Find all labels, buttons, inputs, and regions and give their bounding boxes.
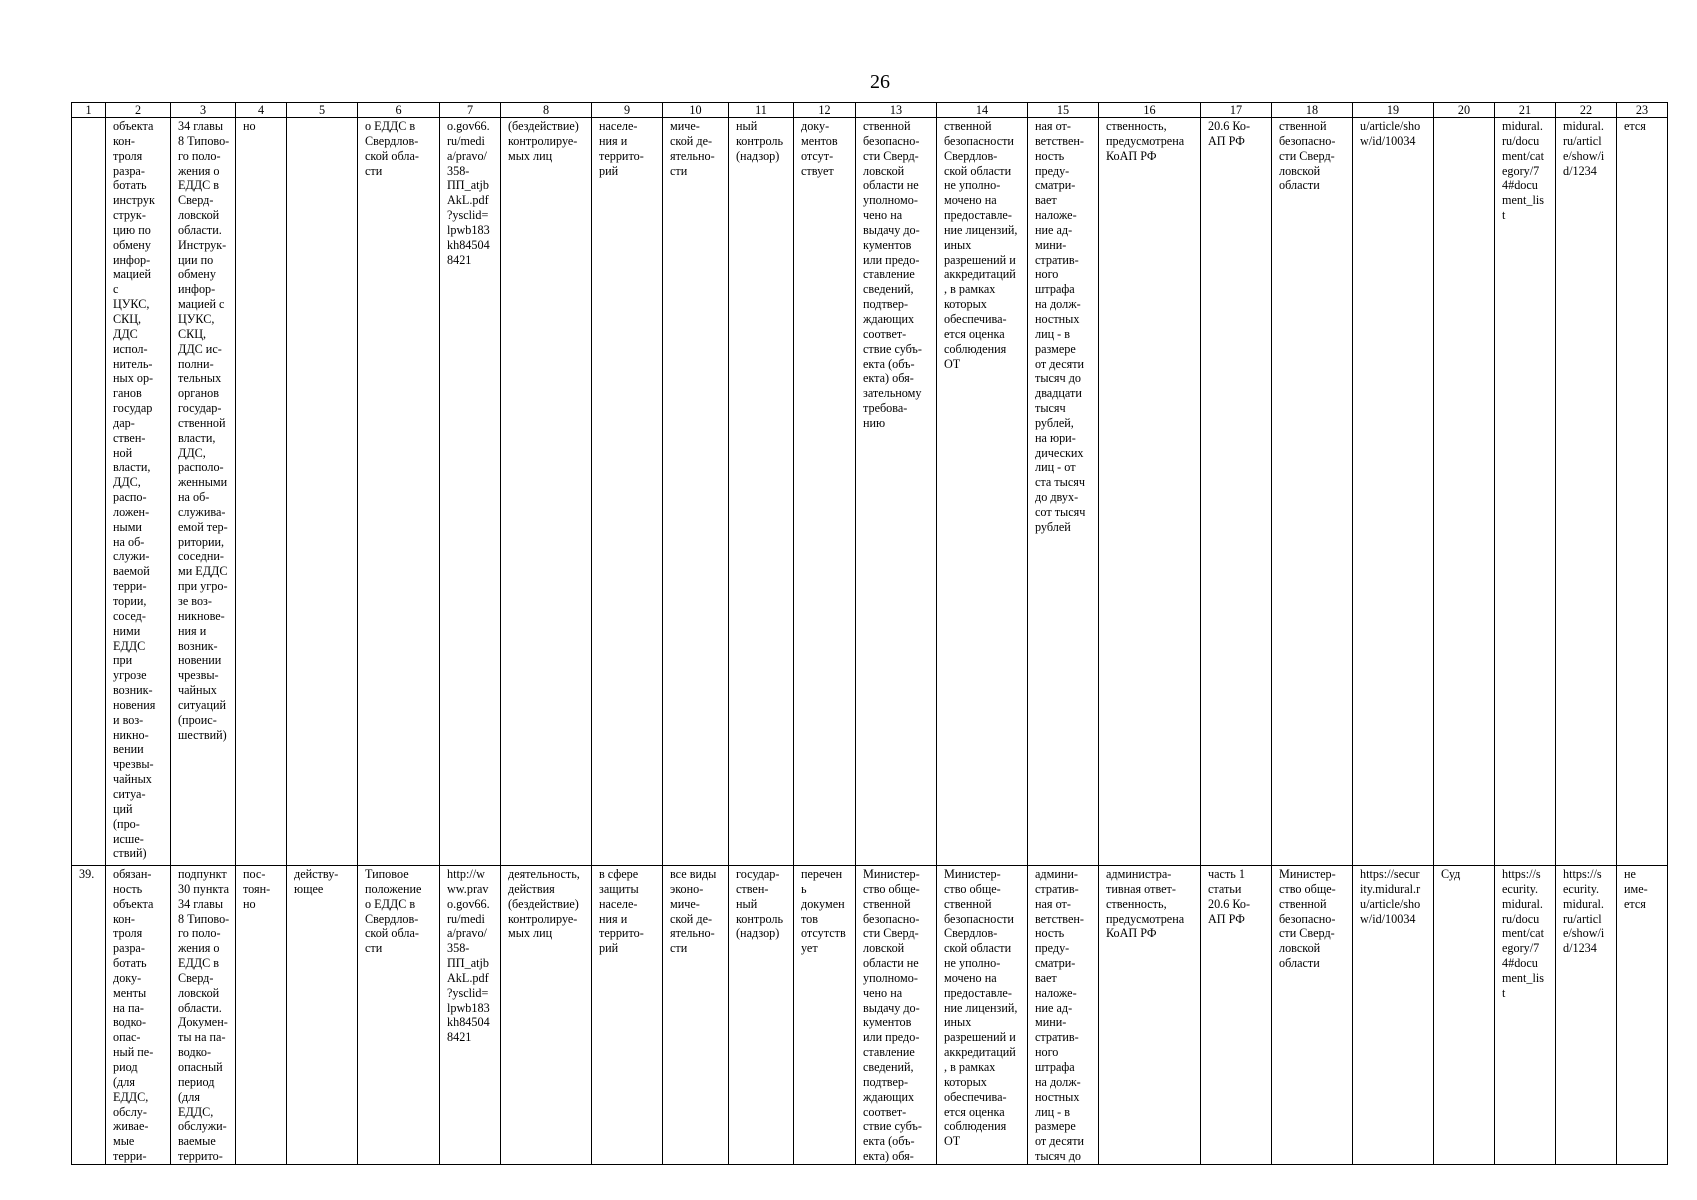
- cell-text: объекта кон- троля разра- ботать инструк струк- цию по обмену инфор- мацией с ЦУКС, СКЦ, ДДС испол- нитель- ных ор- ганов государ дар- ствен- ной власти, ДДС, распо- ложен- ными на об- служи- ваемой терри- тории, сосед- ними ЕДДС при угрозе возник- новения и воз- никно- вении чрезвы- чайных ситуа- ций (про- исше- ствий): [113, 119, 156, 861]
- column-number: 13: [856, 103, 937, 118]
- cell-text: 20.6 Ко- АП РФ: [1208, 119, 1251, 148]
- cell-text: https://s ecurity. midural. ru/docu ment/cat egory/7 4#docu ment_lis t: [1502, 867, 1544, 1000]
- cell-text: midural. ru/articl e/show/i d/1234: [1563, 119, 1605, 178]
- page-number: 26: [870, 71, 890, 93]
- column-number: 17: [1201, 103, 1272, 118]
- table-cell: [1272, 118, 1353, 866]
- cell-text: ный контроль (надзор): [736, 119, 784, 163]
- table-cell: [1434, 866, 1495, 1165]
- column-number: 2: [106, 103, 171, 118]
- table-cell: [729, 866, 794, 1165]
- table-cell: [794, 866, 856, 1165]
- cell-text: https://secur ity.midural.r u/article/sho w/id/10034: [1360, 867, 1421, 926]
- table-cell: [1201, 866, 1272, 1165]
- column-number: 3: [171, 103, 236, 118]
- cell-text: ственной безопасно- сти Сверд- ловской области не уполномо- чено на выдачу до- кументов или предо- ставление сведений, подтвер- ждающих соответ- ствие субъ- екта (объ- екта) обя- зательному требова- нию: [863, 119, 922, 430]
- cell-text: миче- ской де- ятельно- сти: [670, 119, 715, 178]
- cell-text: пос- тоян- но: [243, 867, 271, 911]
- column-number: 5: [287, 103, 358, 118]
- table-cell: [171, 866, 236, 1165]
- column-number: 11: [729, 103, 794, 118]
- cell-text: админи- стратив- ная от- ветствен- ность преду- сматри- вает наложе- ние ад- мини- стратив- ного штрафа на долж- ностных лиц - в размере от десяти тысяч до: [1035, 867, 1085, 1164]
- table-cell: [592, 118, 663, 866]
- table-cell: [440, 118, 501, 866]
- table-cell: [106, 118, 171, 866]
- table-cell: [1099, 866, 1201, 1165]
- table-cell: [236, 118, 287, 866]
- table-cell: [1617, 866, 1668, 1165]
- cell-text: 34 главы 8 Типово- го поло- жения о ЕДДС в Сверд- ловской области. Инструк- ции по обмену инфор- мацией с ЦУКС, СКЦ, ДДС ис- полни- тельных органов государ- ственной власти, ДДС, располо- женными на об- служива- емой тер- ритории, соседни- ми ЕДДС при угро- зе воз- никнове- ния и возник- новении чрезвы- чайных ситуаций (проис- шествий): [178, 119, 230, 742]
- cell-text: ственной безопасно- сти Сверд- ловской области: [1279, 119, 1336, 193]
- cell-text: o.gov66. ru/medi a/pravo/ 358- ПП_atjb AkL.pdf ?ysclid= lpwb183 kh84504 8421: [447, 119, 490, 267]
- table-cell: [1028, 866, 1099, 1165]
- cell-text: администра- тивная ответ- ственность, предусмотрена КоАП РФ: [1106, 867, 1185, 941]
- cell-text: midural. ru/docu ment/cat egory/7 4#docu ment_lis t: [1502, 119, 1544, 223]
- column-number: 16: [1099, 103, 1201, 118]
- register-table: [71, 102, 1668, 1165]
- table-cell: [1495, 118, 1556, 866]
- cell-text: 39.: [79, 867, 95, 881]
- table-cell: [501, 866, 592, 1165]
- table-cell: [1617, 118, 1668, 866]
- cell-text: доку- ментов отсут- ствует: [801, 119, 838, 178]
- table-cell: [171, 118, 236, 866]
- cell-text: ственность, предусмотрена КоАП РФ: [1106, 119, 1185, 163]
- table-cell: [1353, 866, 1434, 1165]
- cell-text: государ- ствен- ный контроль (надзор): [736, 867, 784, 941]
- cell-text: ется: [1624, 119, 1646, 133]
- table-cell: [287, 866, 358, 1165]
- cell-text: не име- ется: [1624, 867, 1648, 911]
- cell-text: все виды эконо- миче- ской де- ятельно- сти: [670, 867, 717, 956]
- cell-text: населе- ния и террито- рий: [599, 119, 644, 178]
- table-cell: [358, 118, 440, 866]
- table-cell: [937, 118, 1028, 866]
- table-cell: [106, 866, 171, 1165]
- column-number: 18: [1272, 103, 1353, 118]
- column-number: 19: [1353, 103, 1434, 118]
- cell-text: Министер- ство обще- ственной безопасно- сти Сверд- ловской области: [1279, 867, 1336, 971]
- table-body: [72, 103, 1668, 1165]
- table-cell: [287, 118, 358, 866]
- cell-text: Типовое положение о ЕДДС в Свердлов- ской обла- сти: [365, 867, 422, 956]
- table-cell: [937, 866, 1028, 1165]
- table-row: [72, 118, 1668, 866]
- cell-text: (бездействие) контролируе- мых лиц: [508, 119, 579, 163]
- cell-text: ная от- ветствен- ность преду- сматри- вает наложе- ние ад- мини- стратив- ного штрафа на долж- ностных лиц - в размере от десяти тысяч до двадцати тысяч рублей, на юри- дических лиц - от ста тысяч до двух- сот тысяч рублей: [1035, 119, 1086, 534]
- table-cell: [1556, 866, 1617, 1165]
- table-cell: [440, 866, 501, 1165]
- column-number: 8: [501, 103, 592, 118]
- table-cell: [1099, 118, 1201, 866]
- table-cell: [856, 118, 937, 866]
- cell-text: u/article/sho w/id/10034: [1360, 119, 1421, 148]
- column-number: 4: [236, 103, 287, 118]
- cell-text: но: [243, 119, 256, 133]
- column-number: 22: [1556, 103, 1617, 118]
- cell-text: http://w ww.prav o.gov66. ru/medi a/pravo/ 358- ПП_atjb AkL.pdf ?ysclid= lpwb183 kh84504 8421: [447, 867, 490, 1045]
- cell-text: ственной безопасности Свердлов- ской области не уполно- мочено на предоставле- ние лицензий, иных разрешений и аккредитаций , в рамках которых обеспечива- ется оценка соблюдения ОТ: [944, 119, 1018, 371]
- table-cell: [856, 866, 937, 1165]
- cell-text: деятельность, действия (бездействие) контролируе- мых лиц: [508, 867, 580, 941]
- column-number: 9: [592, 103, 663, 118]
- cell-text: часть 1 статьи 20.6 Ко- АП РФ: [1208, 867, 1251, 926]
- table-cell: [729, 118, 794, 866]
- column-number: 23: [1617, 103, 1668, 118]
- column-number: 12: [794, 103, 856, 118]
- table-cell: [1028, 118, 1099, 866]
- column-number: 7: [440, 103, 501, 118]
- table-cell: [501, 118, 592, 866]
- cell-text: Министер- ство обще- ственной безопасности Свердлов- ской области не уполно- мочено на предоставле- ние лицензий, иных разрешений и аккредитаций , в рамках которых обеспечива- ется оценка соблюдения ОТ: [944, 867, 1018, 1149]
- table-row: [72, 866, 1668, 1165]
- table-cell: [236, 866, 287, 1165]
- column-number: 20: [1434, 103, 1495, 118]
- table-cell: [1353, 118, 1434, 866]
- cell-text: действу- ющее: [294, 867, 339, 896]
- column-number: 21: [1495, 103, 1556, 118]
- table-cell: [1201, 118, 1272, 866]
- table-cell: [794, 118, 856, 866]
- cell-text: Суд: [1441, 867, 1461, 881]
- table-cell: [1434, 118, 1495, 866]
- cell-text: перечен ь докумен тов отсутств ует: [801, 867, 846, 956]
- column-number: 6: [358, 103, 440, 118]
- cell-text: https://s ecurity. midural. ru/articl e/show/i d/1234: [1563, 867, 1605, 956]
- column-number: 10: [663, 103, 729, 118]
- column-number: 1: [72, 103, 106, 118]
- table-cell: [592, 866, 663, 1165]
- cell-text: о ЕДДС в Свердлов- ской обла- сти: [365, 119, 419, 178]
- table-cell: [1272, 866, 1353, 1165]
- table-cell: [358, 866, 440, 1165]
- cell-text: Министер- ство обще- ственной безопасно- сти Сверд- ловской области не уполномо- чено на выдачу до- кументов или предо- ставление сведений, подтвер- ждающих соответ- ствие субъ- екта (объ- екта) обя-: [863, 867, 922, 1164]
- cell-text: в сфере защиты населе- ния и террито- рий: [599, 867, 644, 956]
- table-cell: [663, 118, 729, 866]
- column-number: 14: [937, 103, 1028, 118]
- column-number: 15: [1028, 103, 1099, 118]
- table-cell: [663, 866, 729, 1165]
- table-cell: [1556, 118, 1617, 866]
- table-cell: [1495, 866, 1556, 1165]
- cell-text: подпункт 30 пункта 34 главы 8 Типово- го поло- жения о ЕДДС в Сверд- ловской области. Докумен- ты на па- водко- опасный период (для ЕДДС, обслужи- ваемые террито-: [178, 867, 230, 1164]
- cell-text: обязан- ность объекта кон- троля разра- ботать доку- менты на па- водко- опас- ный пе- риод (для ЕДДС, обслу- живае- мые терри-: [113, 867, 154, 1164]
- table-cell: [72, 866, 106, 1165]
- table-cell: [72, 118, 106, 866]
- column-number-row: [72, 103, 1668, 118]
